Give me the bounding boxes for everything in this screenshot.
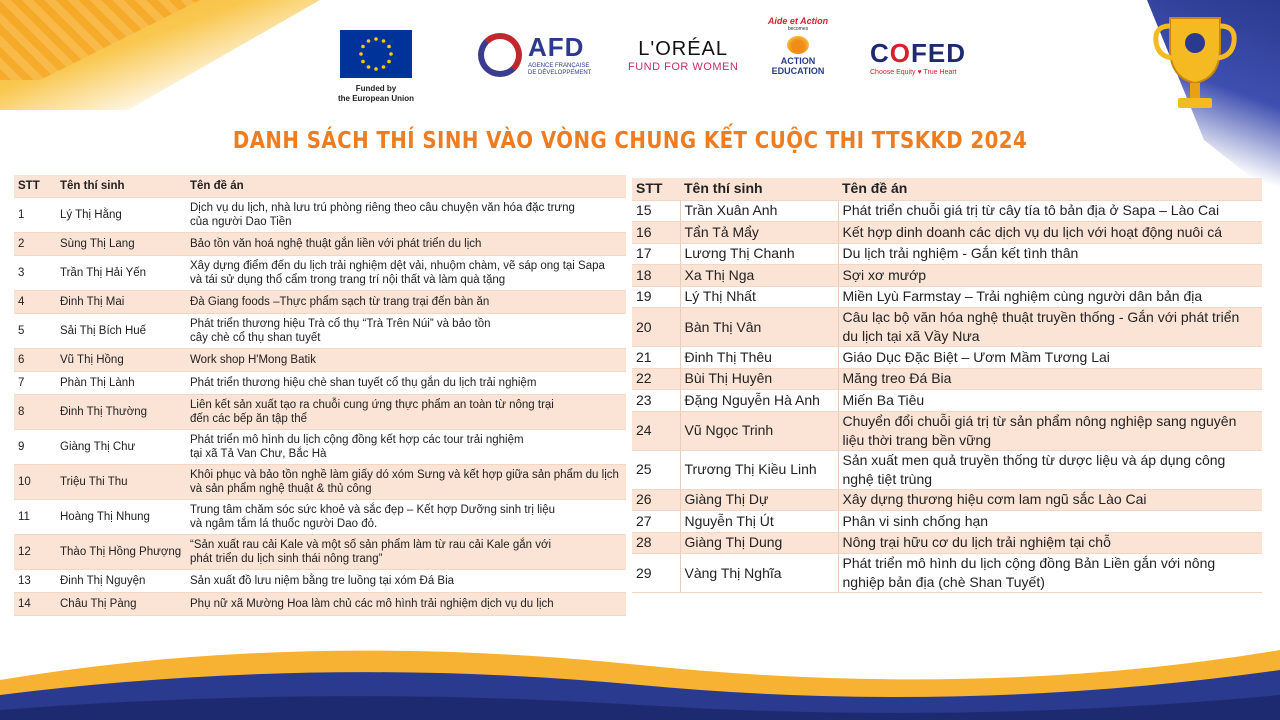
row-project <box>186 232 626 255</box>
row-project <box>838 222 1262 244</box>
loreal-logo <box>628 38 738 73</box>
row-stt: 27 <box>632 511 680 533</box>
row-project-line2: đến các bếp ăn tập thể <box>190 412 308 425</box>
header-stt: STT <box>632 178 680 200</box>
row-project-line1: Kết hợp dinh doanh các dịch vụ du lịch với hoạt động nuôi cá <box>842 223 1223 240</box>
table-row <box>14 569 626 592</box>
row-project <box>186 313 626 348</box>
row-stt: 13 <box>14 569 56 592</box>
row-project-line2: du lịch tại xã Vầy Nưa <box>842 328 980 344</box>
row-project <box>838 200 1262 222</box>
row-project-line2: của người Dao Tiền <box>190 215 292 228</box>
row-project <box>838 411 1262 450</box>
row-name: Sải Thị Bích Huế <box>56 313 186 348</box>
row-stt: 24 <box>632 411 680 450</box>
row-project-line1: Bảo tồn văn hoá nghệ thuật gắn liền với phát triển du lịch <box>190 237 482 250</box>
row-stt: 3 <box>14 255 56 290</box>
row-stt: 18 <box>632 265 680 287</box>
table-row <box>632 308 1262 347</box>
row-stt: 29 <box>632 554 680 593</box>
row-stt: 11 <box>14 499 56 534</box>
row-stt: 26 <box>632 489 680 511</box>
table-row <box>14 534 626 569</box>
cofed-logo <box>870 38 966 76</box>
table-row <box>632 532 1262 554</box>
table-row <box>632 265 1262 287</box>
table-row <box>632 411 1262 450</box>
row-project-line1: Phát triển thương hiệu Trà cổ thụ “Trà Trên Núi” và bảo tồn <box>190 317 491 330</box>
table-row <box>632 286 1262 308</box>
row-project-line1: Đà Giang foods –Thực phẩm sạch từ trang trại đến bàn ăn <box>190 295 490 308</box>
row-project-line1: Work shop H'Mong Batik <box>190 353 316 366</box>
row-name: Sùng Thị Lang <box>56 232 186 255</box>
row-stt: 16 <box>632 222 680 244</box>
row-name: Thào Thị Hồng Phượng <box>56 534 186 569</box>
aea-top: Aide et Action <box>767 16 829 26</box>
cofed-name <box>870 38 966 69</box>
row-project <box>186 534 626 569</box>
row-project-line1: Sản xuất đồ lưu niệm bằng tre luồng tại xóm Đá Bia <box>190 574 455 587</box>
row-stt: 8 <box>14 394 56 429</box>
row-project-line1: Sản xuất men quả truyền thống từ dược liệu và áp dụng công <box>842 451 1226 468</box>
row-project <box>838 368 1262 390</box>
table-row <box>14 197 626 232</box>
table-row <box>14 313 626 348</box>
row-project-line2: phát triển du lịch sinh thái nông trang” <box>190 552 383 565</box>
eu-stars-icon <box>356 34 396 74</box>
table-row <box>14 290 626 313</box>
row-project-line1: “Sản xuất rau cải Kale và một số sản phẩm làm từ rau cải Kale gắn với <box>190 538 552 551</box>
row-stt: 22 <box>632 368 680 390</box>
row-stt: 21 <box>632 347 680 369</box>
row-project-line1: Miền Lyù Farmstay – Trải nghiệm cùng người dân bản địa <box>842 288 1203 305</box>
table-row <box>14 371 626 394</box>
row-name: Lý Thị Nhất <box>680 286 838 308</box>
row-project <box>186 348 626 371</box>
aea-name-line2: EDUCATION <box>771 66 825 76</box>
table-row <box>632 390 1262 412</box>
row-project-line1: Phát triển mô hình du lịch cộng đồng kết hợp các tour trải nghiệm <box>190 433 524 446</box>
table-row <box>14 348 626 371</box>
row-name: Bùi Thị Huyên <box>680 368 838 390</box>
afd-name: AFD <box>528 32 585 62</box>
row-name: Trần Thị Hải Yến <box>56 255 186 290</box>
row-name: Giàng Thị Dự <box>680 489 838 511</box>
row-project-line2: và ngâm tắm lá thuốc người Dao đỏ. <box>190 517 378 530</box>
row-project <box>186 429 626 464</box>
decor-bottom-wave <box>0 610 1280 720</box>
row-project <box>186 371 626 394</box>
row-project-line1: Trung tâm chăm sóc sức khoẻ và sắc đẹp – Kết hợp Dưỡng sinh trị liệu <box>190 503 555 516</box>
aea-name-line1: ACTION <box>780 56 816 66</box>
row-stt: 6 <box>14 348 56 371</box>
row-stt: 15 <box>632 200 680 222</box>
row-name: Châu Thị Pàng <box>56 592 186 615</box>
header-name: Tên thí sinh <box>56 175 186 197</box>
row-project-line1: Miến Ba Tiêu <box>842 391 925 408</box>
table-row <box>632 450 1262 489</box>
aea-becomes: becomes <box>787 26 809 32</box>
row-project-line2: liệu thời trang bền vững <box>842 431 992 448</box>
row-project-line1: Dịch vụ du lịch, nhà lưu trú phòng riêng theo câu chuyện văn hóa đặc trưng <box>190 201 575 214</box>
row-name: Triệu Thi Thu <box>56 464 186 499</box>
row-project-line1: Giáo Dục Đặc Biệt – Ươm Mầm Tương Lai <box>842 348 1110 365</box>
row-project-line1: Xây dựng điểm đến du lịch trải nghiệm dệt vải, nhuộm chàm, vẽ sáp ong tại Sapa <box>190 259 605 272</box>
row-project-line2: cây chè cổ thụ shan tuyết <box>190 331 321 344</box>
eu-caption-line2: the European Union <box>338 94 414 103</box>
loreal-name: L'ORÉAL <box>638 38 728 60</box>
row-project-line1: Du lịch trải nghiệm - Gắn kết tình thân <box>842 245 1079 262</box>
header-stt: STT <box>14 175 56 197</box>
row-name: Vàng Thị Nghĩa <box>680 554 838 593</box>
row-project-line1: Phát triển mô hình du lịch cộng đồng Bản Liền gắn với nông <box>842 555 1216 571</box>
row-project <box>838 554 1262 593</box>
row-name: Phàn Thị Lành <box>56 371 186 394</box>
row-name: Đinh Thị Nguyện <box>56 569 186 592</box>
afd-sub-line1: AGENCE FRANÇAISE <box>528 63 590 69</box>
row-name: Đinh Thị Thường <box>56 394 186 429</box>
row-project-line1: Măng treo Đá Bia <box>842 370 952 387</box>
row-name: Nguyễn Thị Út <box>680 511 838 533</box>
row-project <box>186 197 626 232</box>
row-project-line1: Phát triển thương hiệu chè shan tuyết cổ thụ gắn du lịch trải nghiệm <box>190 376 537 389</box>
row-project-line1: Sợi xơ mướp <box>842 266 927 283</box>
row-stt: 10 <box>14 464 56 499</box>
table-row <box>14 255 626 290</box>
row-project-line1: Câu lạc bộ văn hóa nghệ thuật truyền thống - Gắn với phát triển <box>842 309 1240 325</box>
table-row <box>14 232 626 255</box>
row-stt: 28 <box>632 532 680 554</box>
finalists-table-left <box>14 175 626 616</box>
row-name: Giàng Thị Dung <box>680 532 838 554</box>
table-header-row <box>632 178 1262 200</box>
row-project <box>838 308 1262 347</box>
row-stt: 17 <box>632 243 680 265</box>
row-project-line1: Phân vi sinh chống hạn <box>842 512 989 529</box>
row-name: Xa Thị Nga <box>680 265 838 287</box>
row-name: Lương Thị Chanh <box>680 243 838 265</box>
row-name: Hoàng Thị Nhung <box>56 499 186 534</box>
row-project <box>186 592 626 615</box>
header-name: Tên thí sinh <box>680 178 838 200</box>
row-project-line2: nghệ tiệt trùng <box>842 470 933 487</box>
right-table-body <box>632 200 1262 593</box>
table-row <box>632 368 1262 390</box>
row-project-line1: Xây dựng thương hiệu cơm lam ngũ sắc Lào Cai <box>842 491 1147 508</box>
row-name: Vũ Ngọc Trinh <box>680 411 838 450</box>
row-stt: 2 <box>14 232 56 255</box>
table-row <box>632 200 1262 222</box>
afd-ring-icon <box>478 33 522 77</box>
row-project <box>838 265 1262 287</box>
row-project <box>838 390 1262 412</box>
row-name: Đinh Thị Thêu <box>680 347 838 369</box>
row-project-line2: tại xã Tả Van Chư, Bắc Hà <box>190 447 327 460</box>
row-project-line1: Nông trại hữu cơ du lịch trải nghiệm tại chỗ <box>842 534 1111 551</box>
row-name: Trần Xuân Anh <box>680 200 838 222</box>
action-education-logo <box>766 16 830 76</box>
table-row <box>14 592 626 615</box>
table-header-row <box>14 175 626 197</box>
table-row <box>14 499 626 534</box>
afd-sub-line2: DE DÉVELOPPEMENT <box>528 70 592 76</box>
row-name: Trương Thị Kiều Linh <box>680 450 838 489</box>
row-project <box>186 499 626 534</box>
row-project-line2: và sản phẩm nghệ thuật & thủ công <box>190 482 372 495</box>
table-row <box>632 243 1262 265</box>
table-row <box>632 511 1262 533</box>
table-row <box>14 394 626 429</box>
cofed-c: C <box>870 38 890 68</box>
row-stt: 14 <box>14 592 56 615</box>
cofed-rest: FED <box>911 38 967 68</box>
loreal-sub: FUND FOR WOMEN <box>628 61 739 73</box>
row-name: Tẩn Tả Mẩy <box>680 222 838 244</box>
row-stt: 1 <box>14 197 56 232</box>
row-project <box>838 286 1262 308</box>
row-project-line1: Phụ nữ xã Mường Hoa làm chủ các mô hình trải nghiệm dịch vụ du lịch <box>190 597 554 610</box>
cofed-sub: Choose Equity ♥ True Heart <box>870 69 957 76</box>
row-name: Lý Thị Hằng <box>56 197 186 232</box>
flame-icon <box>787 36 809 54</box>
row-project <box>838 450 1262 489</box>
eu-caption <box>330 84 422 104</box>
table-row <box>632 554 1262 593</box>
row-project <box>186 290 626 313</box>
row-project <box>838 511 1262 533</box>
header-project: Tên đề án <box>838 178 1262 200</box>
header-project: Tên đề án <box>186 175 626 197</box>
page-title: DANH SÁCH THÍ SINH VÀO VÒNG CHUNG KẾT CUỘC THI TTSKKD 2024 <box>232 128 1028 154</box>
row-project-line2: và tái sử dụng thổ cẩm trong trang trí nội thất và làm quà tặng <box>190 273 506 286</box>
row-stt: 5 <box>14 313 56 348</box>
row-stt: 25 <box>632 450 680 489</box>
sponsor-logos <box>0 18 1280 108</box>
row-project <box>186 394 626 429</box>
row-name: Đặng Nguyễn Hà Anh <box>680 390 838 412</box>
cofed-o: O <box>889 38 912 68</box>
row-stt: 19 <box>632 286 680 308</box>
table-row <box>14 464 626 499</box>
table-row <box>632 347 1262 369</box>
row-project <box>186 464 626 499</box>
row-stt: 23 <box>632 390 680 412</box>
row-project-line1: Phát triển chuỗi giá trị từ cây tía tô bản địa ở Sapa – Lào Cai <box>842 202 1220 219</box>
eu-flag-logo <box>340 30 412 78</box>
row-name: Vũ Thị Hồng <box>56 348 186 371</box>
row-stt: 12 <box>14 534 56 569</box>
row-name: Đinh Thị Mai <box>56 290 186 313</box>
row-project <box>838 347 1262 369</box>
eu-caption-line1: Funded by <box>355 84 397 93</box>
row-stt: 20 <box>632 308 680 347</box>
row-project <box>186 569 626 592</box>
finalists-table-right <box>632 178 1262 593</box>
row-project-line1: Chuyển đổi chuỗi giá trị từ sản phẩm nông nghiệp sang nguyên <box>842 412 1237 429</box>
table-row <box>632 222 1262 244</box>
row-stt: 7 <box>14 371 56 394</box>
row-stt: 9 <box>14 429 56 464</box>
row-project-line1: Khôi phục và bảo tồn nghề làm giấy dó xóm Sưng và kết hợp giữa sản phẩm du lịch <box>190 468 619 481</box>
row-project <box>186 255 626 290</box>
table-row <box>14 429 626 464</box>
table-row <box>632 489 1262 511</box>
row-name: Bàn Thị Vân <box>680 308 838 347</box>
row-project <box>838 243 1262 265</box>
row-stt: 4 <box>14 290 56 313</box>
row-project <box>838 489 1262 511</box>
left-table-body <box>14 197 626 615</box>
row-project-line2: nghiệp bản địa (chè Shan Tuyết) <box>842 574 1045 590</box>
afd-logo <box>478 32 591 77</box>
row-project-line1: Liên kết sản xuất tạo ra chuỗi cung ứng thực phẩm an toàn từ nông trại <box>190 398 554 411</box>
row-name: Giàng Thị Chư <box>56 429 186 464</box>
row-project <box>838 532 1262 554</box>
